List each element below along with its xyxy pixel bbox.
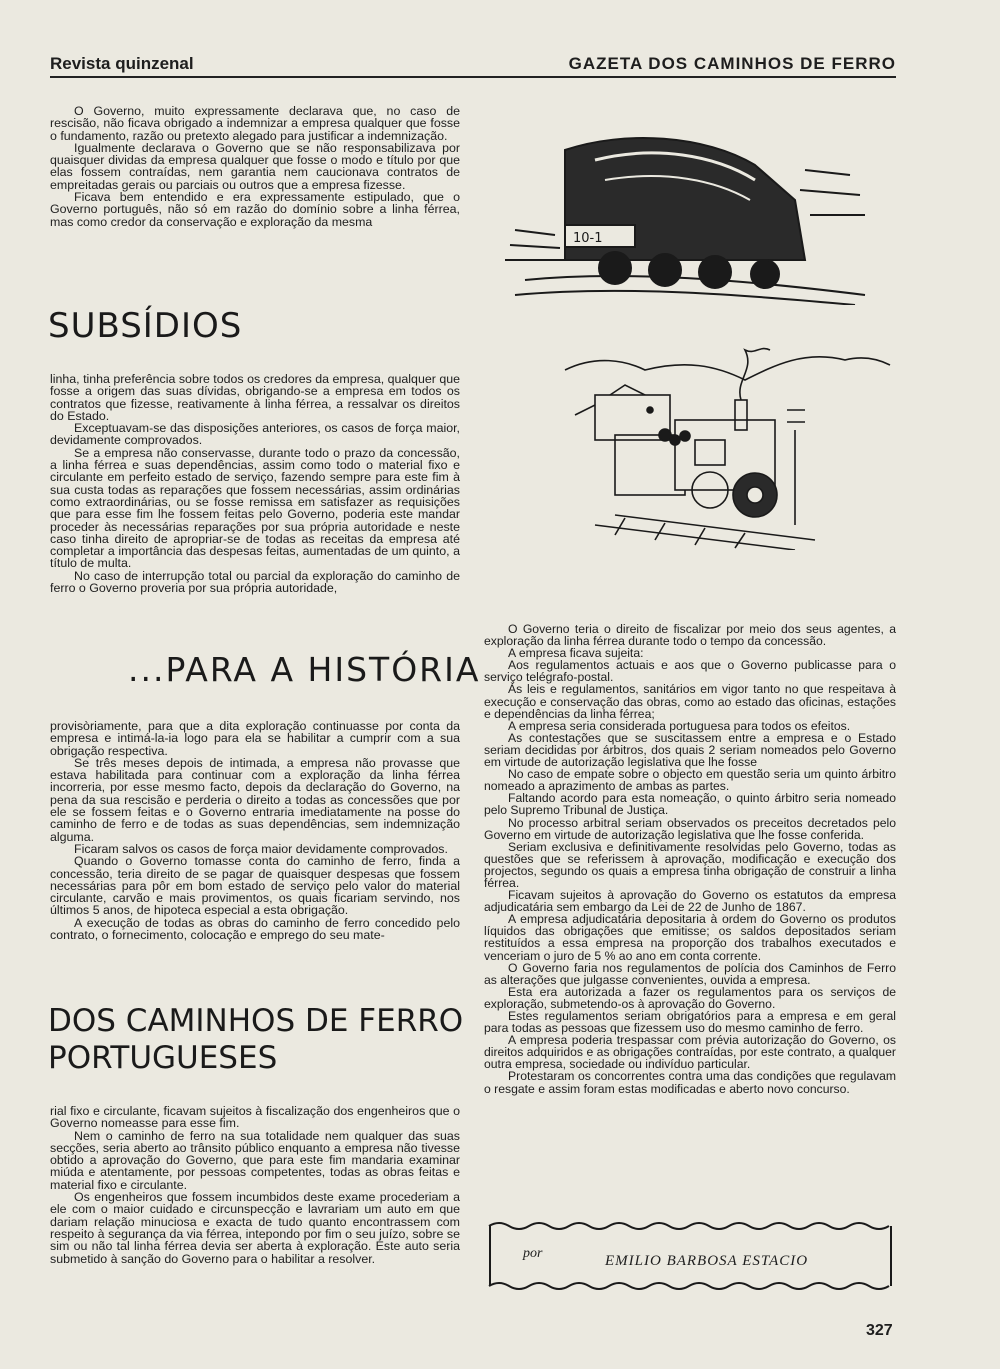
paragraph: A execução de todas as obras do caminho de ferro concedido pelo contrato, o fornecimento, colocação e emprego do seu mate- <box>50 915 460 943</box>
header-right: GAZETA DOS CAMINHOS DE FERRO <box>568 54 896 73</box>
paragraph: Faltando acordo para esta nomeação, o quinto árbitro seria nomeado pelo Supremo Tribunal de Justiça. <box>484 791 896 818</box>
author-name: EMILIO BARBOSA ESTACIO <box>605 1253 809 1269</box>
text-block-2 <box>50 373 460 594</box>
paragraph: Se três meses depois de intimada, a empresa não provasse que estava habilitada para continuar com a exploração da linha férrea incorreria, por esse mesmo facto, depois da declaração do Governo, na pena da sua rescisão e perderia o direito a todas as concessões que por ele se fossem feitas e o Governo entraria imediatamente na posse do caminho de ferro e de todas as suas dependências, sem indemnização alguma. <box>50 755 460 844</box>
paragraph: Se a empresa não conservasse, durante todo o prazo da concessão, a linha férrea e suas dependências, assim como todo o material fixo e circulante em perfeito estado de serviço, fazendo sempre para este fim à sua custa todas as reparações que fossem necessárias, assim ordinárias como extraordinárias, ou se fosse remissa em satisfazer as requisições que para esse fim lhe fossem feitas pelo Governo, poderia este mandar proceder às necessárias reparações por sua própria autoridade e neste caso tinha direito de apropriar-se de todas as receitas da empresa até completar a importância das despesas feitas, aumentadas de um quinto, a título de multa. <box>50 445 460 571</box>
cartoon-train-illustration <box>555 340 895 550</box>
heading-subsidios: SUBSÍDIOS <box>48 306 243 346</box>
paragraph: Às leis e regulamentos, sanitários em vigor tanto no que respeitava à execução e conservação das obras, como ao estado das oficinas, estações e dependências da linha férrea; <box>484 682 896 721</box>
svg-text:10-1: 10-1 <box>573 231 603 246</box>
heading-para-a-historia: ...PARA A HISTÓRIA <box>128 650 481 689</box>
text-block-5 <box>484 623 896 1095</box>
locomotive-illustration <box>505 120 875 305</box>
heading-dos-caminhos-line1: DOS CAMINHOS DE FERRO <box>48 1003 464 1039</box>
paragraph: O Governo, muito expressamente declarava que, no caso de rescisão, não ficava obrigado a indemnizar a empresa qualquer que fosse o fundamento, razão ou pretexto alegado para justificar a indemnização. <box>50 104 460 143</box>
paragraph: Seriam exclusiva e definitivamente resolvidas pelo Governo, todas as questões que se referissem à aprovação, modificação e execução dos projectos, segundo os quais a empresa tinha obrigação de construir a linha férrea. <box>484 839 896 890</box>
paragraph: A empresa adjudicatária depositaria à ordem do Governo os produtos líquidos das obrigações que emitisse; os saldos depositados seriam restituídos a essa empresa na proporção dos trabalhos executados e venceriam o juro de 5 % ao ano em conta corrente. <box>484 912 896 963</box>
paragraph: linha, tinha preferência sobre todos os credores da empresa, qualquer que fosse a origem das suas dívidas, obrigando-se a empresa em todos os contratos que fizesse, reativamente à linha férrea, a ressalvar os direitos do Estado. <box>50 372 460 423</box>
paragraph: Aos regulamentos actuais e aos que o Governo publicasse para o serviço telégrafo-postal. <box>484 658 896 685</box>
paragraph: Ficava bem entendido e era expressamente estipulado, que o Governo português, não só em razão do domínio sobre a linha férrea, mas como credor da conservação e exploração da mesma <box>50 190 460 229</box>
author-signature-box <box>487 1220 895 1292</box>
text-block-4 <box>50 1105 460 1265</box>
paragraph: Estes regulamentos seriam obrigatórios para a empresa e em geral para todas as pessoas que fizessem uso do mesmo caminho de ferro. <box>484 1009 896 1036</box>
running-header <box>50 52 896 78</box>
paragraph: Os engenheiros que fossem incumbidos deste exame procederiam a ele com o maior cuidado e circunspecção e lavrariam um auto em que dariam relação minuciosa e exacta de tudo quanto encontrassem com respeito à segurança da via férrea, intepondo por fim o seu juízo, sobre se sim ou não tal linha férrea devia ser aberta à exploração. Este auto seria submetido à sanção do Governo para o habilitar a resolver. <box>50 1190 460 1266</box>
paragraph: Esta era autorizada a fazer os regulamentos para os serviços de exploração, submetendo-os à aprovação do Governo. <box>484 984 896 1011</box>
text-block-3 <box>50 720 460 941</box>
paragraph: No caso de empate sobre o objecto em questão seria um quinto árbitro nomeado a aprazimento de ambas as partes. <box>484 767 896 794</box>
page-number: 327 <box>866 1322 893 1339</box>
paragraph: No caso de interrupção total ou parcial da exploração do caminho de ferro o Governo proveria por sua própria autoridade, <box>50 568 460 596</box>
text-block-1 <box>50 105 460 228</box>
paragraph: O Governo faria nos regulamentos de polícia dos Caminhos de Ferro as alterações que julgasse convenientes, ouvida a empresa. <box>484 960 896 987</box>
paragraph: Igualmente declarava o Governo que se não responsabilizava por quaisquer dividas da empresa qualquer que fosse o modo e título por que elas fossem contraídas, nem garantia nem caucionava contratos de empreitadas gerais ou parciais ou outros que a empresa fizesse. <box>50 140 460 192</box>
paragraph: Nem o caminho de ferro na sua totalidade nem qualquer das suas secções, seria aberto ao trânsito público enquanto a empresa não tivesse obtido a aprovação do Governo, que para este fim mandaria examinar miúda e atentamente, por pessoas competentes, todas as obras feitas e material fixo e circulante. <box>50 1128 460 1192</box>
header-left: Revista quinzenal <box>50 54 194 73</box>
signature-prefix: por <box>523 1246 543 1261</box>
paragraph: provisòriamente, para que a dita exploração continuasse por conta da empresa e intimá-la-ia logo para ela se habilitar a cumprir com a sua obrigação respectiva. <box>50 719 460 758</box>
paragraph: Ficaram salvos os casos de força maior devidamente comprovados. <box>74 841 448 856</box>
header-rule <box>50 76 896 78</box>
paragraph: Protestaram os concorrentes contra uma das condições que regulavam o resgate e assim foram estas modificadas e aberto novo concurso. <box>484 1069 896 1096</box>
paragraph: O Governo teria o direito de fiscalizar por meio dos seus agentes, a exploração da linha férrea durante todo o tempo da concessão. <box>484 622 896 649</box>
paragraph: As contestações que se suscitassem entre a empresa e o Estado seriam decididas por árbitros, dos quais 2 seriam nomeados pelo Governo em virtude de autorização legislativa que lhe fosse <box>484 730 896 770</box>
paragraph: Quando o Governo tomasse conta do caminho de ferro, finda a concessão, teria direito de se pagar de quaisquer despesas que fossem necessárias para pôr em bom estado de serviço pelo valor do material circulante, carvão e mais provimentos, os quais ficariam servindo, nos últimos 5 anos, de hipoteca especial a esta obrigação. <box>50 854 460 918</box>
paragraph: A empresa ficava sujeita: <box>508 646 644 661</box>
paragraph: No processo arbitral seriam observados os preceitos decretados pelo Governo em virtude de autorização legislativa que lhe fosse conferida. <box>484 815 896 842</box>
paragraph: Ficavam sujeitos à aprovação do Governo os estatutos da empresa adjudicatária sem embargo da Lei de 22 de Junho de 1867. <box>484 888 896 915</box>
paragraph: Exceptuavam-se das disposições anteriores, os casos de força maior, devidamente comprovados. <box>50 421 460 448</box>
paragraph: A empresa poderia trespassar com prévia autorização do Governo, os direitos adquiridos e as obrigações contraídas, por este contrato, a qualquer outra empresa, sociedade ou indivíduo particular. <box>484 1033 896 1072</box>
paragraph: rial fixo e circulante, ficavam sujeitos à fiscalização dos engenheiros que o Governo nomeasse para esse fim. <box>50 1104 460 1131</box>
paragraph: A empresa seria considerada portuguesa para todos os efeitos. <box>508 718 851 733</box>
heading-dos-caminhos-line2: PORTUGUESES <box>48 1040 278 1076</box>
